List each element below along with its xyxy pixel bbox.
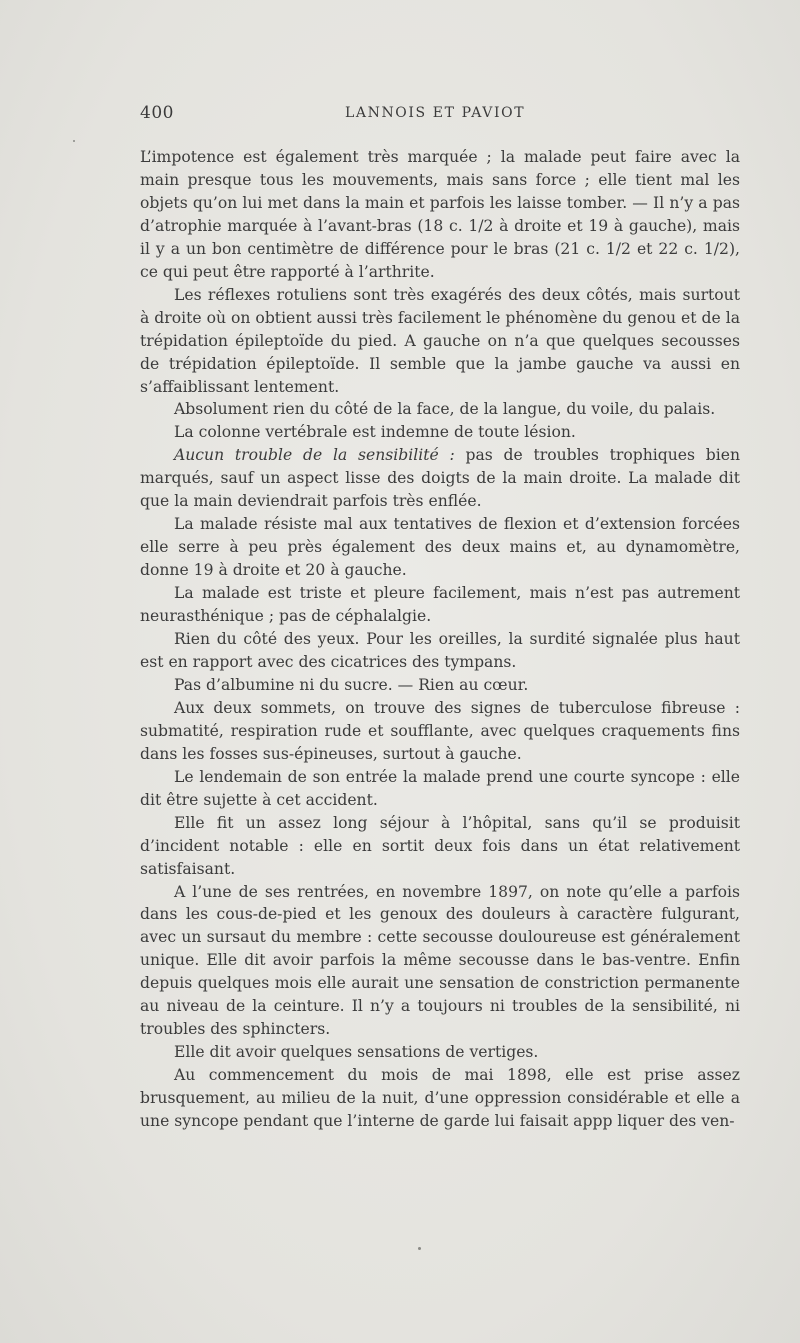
running-title: LANNOIS ET PAVIOT xyxy=(345,105,526,121)
paragraph-spine: La colonne vertébrale est indemne de toute lésion. xyxy=(174,423,576,442)
paragraph-may: Au commencement du mois de mai 1898, elle est prise assez brusquement, au milieu de la nuit, d’une oppression considérable et elle a une syncope pendant que l’interne de garde lui faisait appp liquer des ven- xyxy=(140,1066,740,1131)
paragraph-reflexes: Les réflexes rotuliens sont très exagérés des deux côtés, mais surtout à droite où on obtient aussi très facilement le phénomène du genou et de la trépidation épileptoïde du pied. A gauche on n’a que quelques secousses de trépidation épileptoïde. Il semble que la jambe gauche va aussi en s’affaiblissant lentement. xyxy=(140,285,740,396)
paragraph-syncope: Le lendemain de son entrée la malade prend une courte syncope : elle dit être sujette à cet accident. xyxy=(140,767,740,809)
paragraph-mood: La malade est triste et pleure facilement, mais n’est pas autrement neurasthénique ; pas de céphalalgie. xyxy=(140,584,740,626)
italic-lead: Aucun trouble de la sensibilité : xyxy=(174,446,455,465)
paragraph-albumin: Pas d’albumine ni du sucre. — Rien au cœur. xyxy=(174,675,529,694)
paragraph-vertigo: Elle dit avoir quelques sensations de vertiges. xyxy=(174,1043,539,1062)
paragraph-dynamometer: La malade résiste mal aux tentatives de flexion et d’extension forcées elle serre à peu près également des deux mains et, au dynamomètre, donne 19 à droite et 20 à gauche. xyxy=(140,515,740,580)
paragraph-impotence: L’impotence est également très marquée ; la malade peut faire avec la main presque tous les mouvements, mais sans force ; elle tient mal les objets qu’on lui met dans la main et parfois les laisse tomber. — Il n’y a pas d’atrophie marquée à l’avant-bras (18 c. 1/2 à droite et 19 à gauche), mais il y a un bon centimètre de différence pour le bras (21 c. 1/2 et 22 c. 1/2), ce qui peut être rapporté à l’arthrite. xyxy=(140,148,740,281)
paragraph-hospital-stay: Elle fit un assez long séjour à l’hôpital, sans qu’il se produisit d’incident notable : elle en sortit deux fois dans un état relativement satisfaisant. xyxy=(140,813,740,878)
paragraph-tuberculosis: Aux deux sommets, on trouve des signes de tuberculose fibreuse : submatité, respiration rude et soufflante, avec quelques craquements fins dans les fosses sus-épineuses, surtout à gauche. xyxy=(140,698,740,763)
paragraph-november: A l’une de ses rentrées, en novembre 1897, on note qu’elle a parfois dans les cous-de-pied et les genoux des douleurs à caractère fulgurant, avec un sursaut du membre : cette secousse douloureuse est généralement unique. Elle dit avoir parfois la même secousse dans le bas-ventre. Enfin depuis quelques mois elle aurait une sensation de constriction permanente au niveau de la ceinture. Il n’y a toujours ni troubles de la sensibilité, ni troubles des sphincters. xyxy=(140,882,740,1039)
ink-speck xyxy=(73,140,75,142)
body-text xyxy=(140,146,740,1133)
running-head xyxy=(140,103,740,125)
paragraph-face: Absolument rien du côté de la face, de la langue, du voile, du palais. xyxy=(174,400,716,419)
ink-speck xyxy=(418,1247,421,1250)
paragraph-eyes-ears: Rien du côté des yeux. Pour les oreilles, la surdité signalée plus haut est en rapport avec des cicatrices des tympans. xyxy=(140,630,740,671)
page-number: 400 xyxy=(140,103,174,123)
paragraph-sensibility: Aucun trouble de la sensibilité : pas de troubles trophiques bien marqués, sauf un aspect lisse des doigts de la main droite. La malade dit que la main deviendrait parfois très enflée. xyxy=(140,446,740,511)
